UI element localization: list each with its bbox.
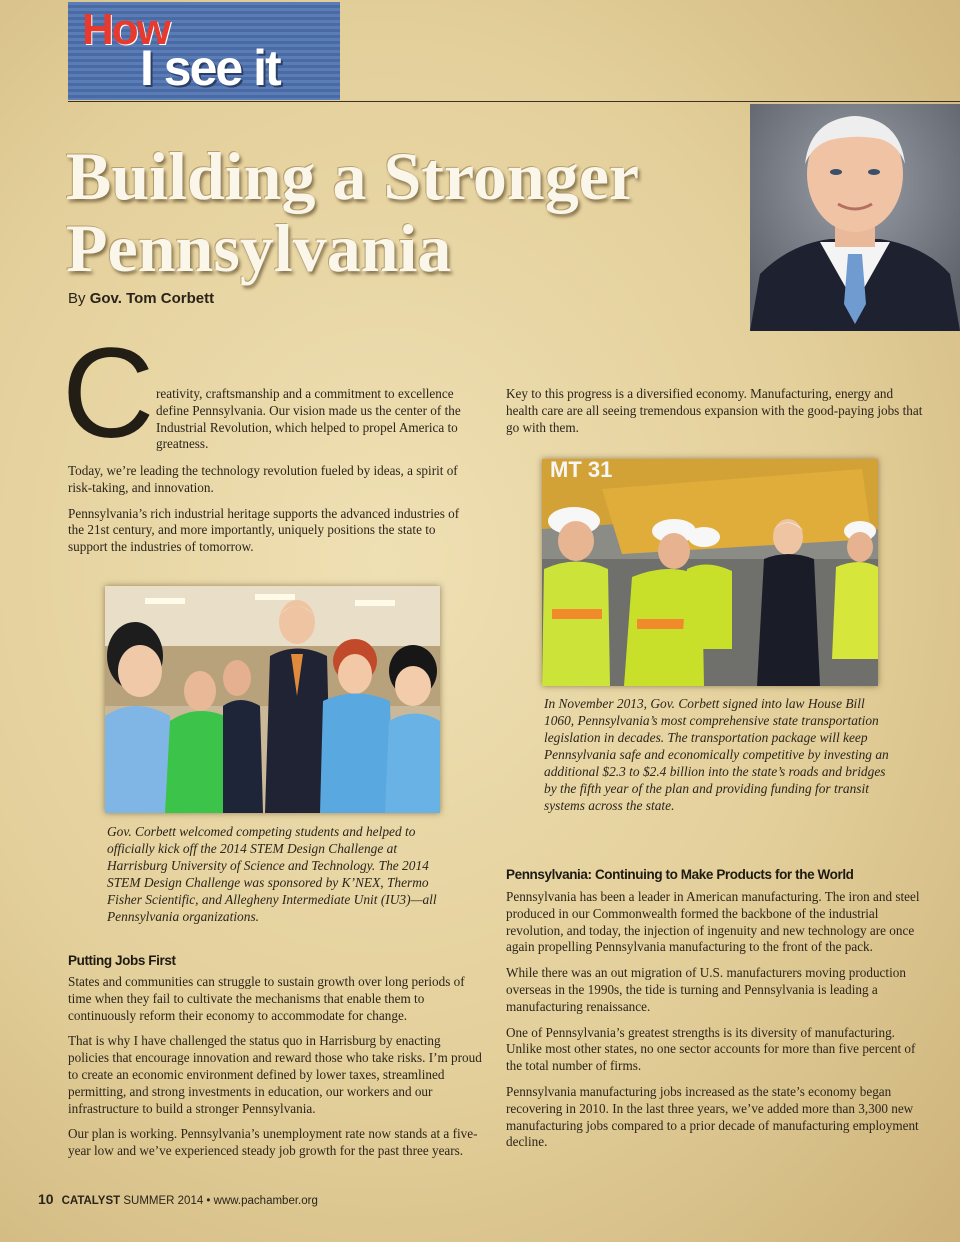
paragraph: Pennsylvania manufacturing jobs increased as the state’s economy began recovering in 2010. In the last three years, we’ve added more than 3,300 new manufacturing jobs compared to a prior decade of manufacturing employment decline. bbox=[506, 1083, 919, 1150]
section-jobs-text bbox=[68, 974, 484, 1169]
page-footer bbox=[38, 1191, 318, 1207]
badge-isee-text: I see it bbox=[140, 40, 280, 96]
students-photo-caption: Gov. Corbett welcomed competing students and helped to officially kick off the 2014 STEM Design Challenge at Harrisburg University of Science and Technology. The 2014 STEM Design Challenge was sponsored by K’NEX, Thermo Fisher Scientific, and Allegheny Intermediate Unit (IU3)—all Pennsylvania organizations. bbox=[107, 824, 437, 924]
students-photo bbox=[105, 586, 440, 813]
portrait-illustration bbox=[750, 104, 960, 331]
workers-photo bbox=[542, 459, 878, 686]
section-heading-jobs: Putting Jobs First bbox=[68, 953, 176, 968]
header-divider bbox=[68, 101, 960, 102]
paragraph: Pennsylvania’s rich industrial heritage supports the advanced industries of the 21st century, and more importantly, uniquely positions the state to support the industries of tomorrow. bbox=[68, 505, 460, 555]
article-title: Building a Stronger Pennsylvania bbox=[66, 138, 638, 286]
section-heading-manufacturing: Pennsylvania: Continuing to Make Products for the World bbox=[506, 867, 854, 882]
paragraph: Pennsylvania has been a leader in American manufacturing. The iron and steel produced in our Commonwealth formed the backbone of the industrial revolution, and today, the injection of ingenuity and new technology are once again propelling Pennsylvania manufacturing to the front of the pack. bbox=[506, 889, 920, 955]
badge-how-text: How bbox=[82, 5, 169, 54]
column1-text bbox=[68, 463, 478, 565]
workers-photo-illustration bbox=[542, 459, 878, 686]
paragraph: One of Pennsylvania’s greatest strengths is its diversity of manufacturing. Unlike most other states, no one sector accounts for more than five percent of the total number of firms. bbox=[506, 1024, 916, 1074]
column2-intro: Key to this progress is a diversified economy. Manufacturing, energy and health care are all seeing tremendous expansion with the good-paying jobs that go with them. bbox=[506, 386, 923, 435]
page-number: 10 bbox=[38, 1191, 54, 1207]
drop-cap: C bbox=[62, 322, 155, 465]
workers-photo-caption: In November 2013, Gov. Corbett signed into law House Bill 1060, Pennsylvania’s most comprehensive state transportation legislation in decades. The transportation package will keep Pennsylvania safe and economically competitive by investing an additional $2.3 to $2.4 billion into the state’s roads and bridges by the fifth year of the plan and providing funding for transit systems across the state. bbox=[544, 696, 889, 813]
section-manufacturing-text bbox=[506, 889, 924, 1160]
paragraph: While there was an out migration of U.S. manufacturers moving production overseas in the 1990s, the tide is turning and Pennsylvania is leading a manufacturing renaissance. bbox=[506, 965, 906, 1014]
paragraph: Our plan is working. Pennsylvania’s unemployment rate now stands at a five-year low and we’ve experienced steady job growth for the past three years. bbox=[68, 1126, 478, 1159]
intro-paragraph: reativity, craftsmanship and a commitment to excellence define Pennsylvania. Our vision made us the center of the Industrial Revolution, which helped to propel America to greatness. bbox=[156, 386, 461, 452]
paragraph: Today, we’re leading the technology revolution fueled by ideas, a spirit of risk-taking, and innovation. bbox=[68, 463, 458, 495]
author-portrait bbox=[750, 104, 960, 331]
author-name: Gov. Tom Corbett bbox=[89, 290, 215, 307]
magazine-name: CATALYST bbox=[61, 1195, 121, 1207]
byline bbox=[68, 290, 214, 307]
byline-prefix: By bbox=[68, 290, 90, 307]
header-badge bbox=[68, 2, 340, 100]
paragraph: States and communities can struggle to sustain growth over long periods of time when they fail to cultivate the mechanisms that enable them to continuously reform their economy to accommodate for change. bbox=[68, 974, 465, 1023]
paragraph: That is why I have challenged the status quo in Harrisburg by enacting policies that encourage innovation and reward those who take risks. I’m proud to create an economic environment defined by lower taxes, streamlined permitting, and strong investments in education, our workers and our infrastructure to build a stronger Pennsylvania. bbox=[68, 1033, 482, 1116]
students-photo-illustration bbox=[105, 586, 440, 813]
truck-label: MT 31 bbox=[550, 459, 613, 482]
issue-info: SUMMER 2014 • www.pachamber.org bbox=[120, 1195, 318, 1207]
